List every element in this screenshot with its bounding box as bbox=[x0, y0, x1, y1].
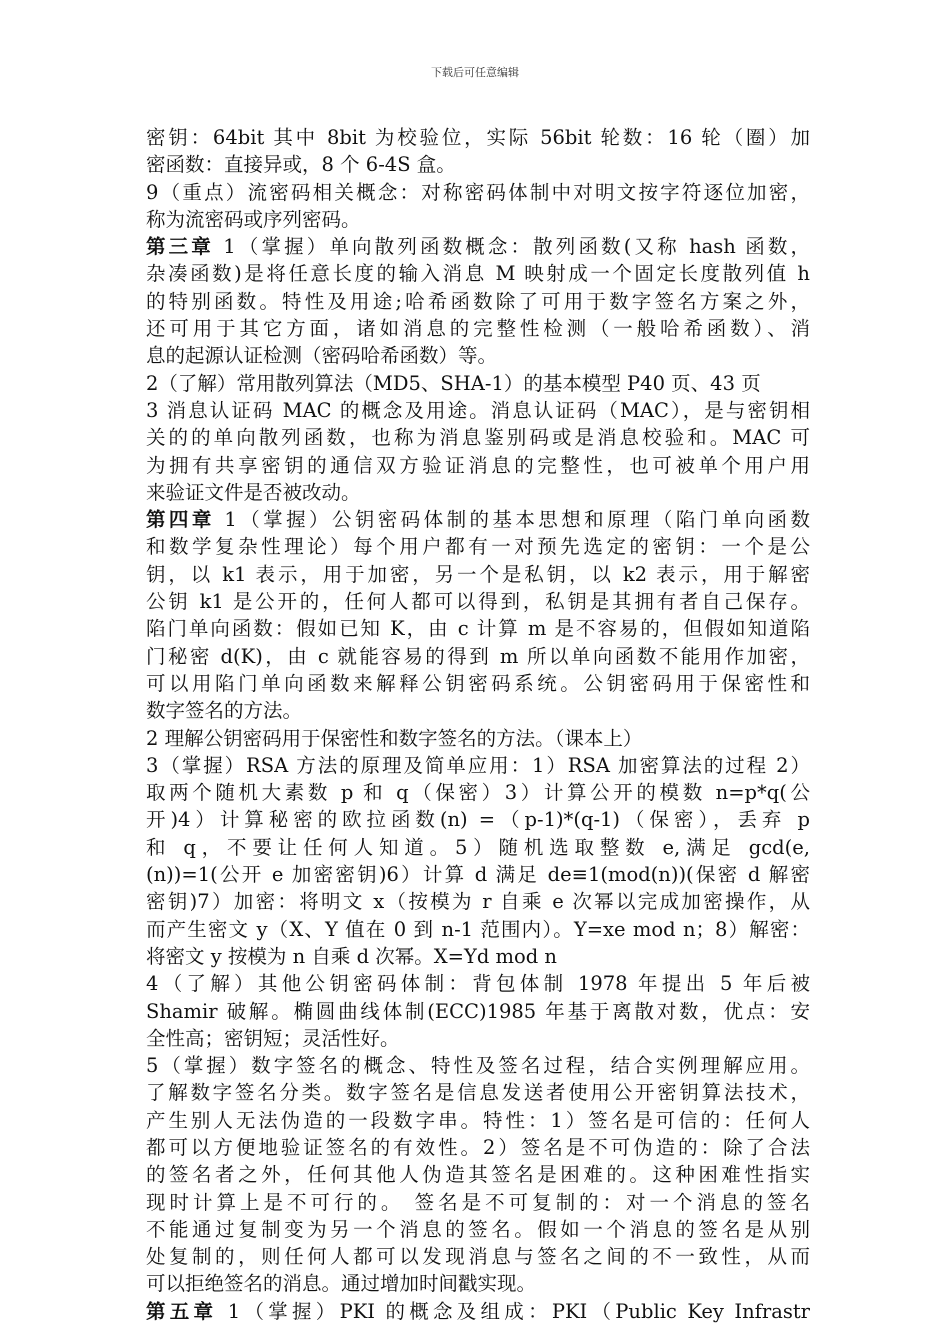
line-text: 密函数：直接异或，8 个 6-4S 盒。 bbox=[146, 153, 456, 177]
text-line bbox=[146, 1107, 810, 1134]
line-text: 门秘密 d(K)，由 c 就能容易的得到 m 所以单向函数不能用作加密， bbox=[146, 644, 810, 668]
text-line bbox=[146, 943, 810, 970]
text-line bbox=[146, 1079, 810, 1106]
line-text: 杂凑函数)是将任意长度的输入消息 M 映射成一个固定长度散列值 h bbox=[146, 262, 810, 286]
line-text: 开)4）计算秘密的欧拉函数(n) =（p-1)*(q-1)（保密），丢弃 p bbox=[146, 808, 810, 832]
text-line bbox=[146, 561, 810, 588]
line-text: 9（重点）流密码相关概念：对称密码体制中对明文按字符逐位加密， bbox=[146, 180, 810, 204]
text-line bbox=[146, 1134, 810, 1161]
text-line bbox=[146, 1025, 810, 1052]
text-line bbox=[146, 1161, 810, 1188]
page-header: 下载后可任意编辑 bbox=[431, 66, 519, 79]
line-text: 5（掌握）数字签名的概念、特性及签名过程，结合实例理解应用。 bbox=[146, 1054, 810, 1078]
line-text: 来验证文件是否被改动。 bbox=[146, 480, 361, 504]
text-line bbox=[146, 725, 810, 752]
line-text: 现时计算上是不可行的。 签名是不可复制的：对一个消息的签名 bbox=[146, 1190, 810, 1214]
line-text: 产生别人无法伪造的一段数字串。特性：1）签名是可信的：任何人 bbox=[146, 1108, 810, 1132]
text-line bbox=[146, 670, 810, 697]
line-text: 可以拒绝签名的消息。通过增加时间戳实现。 bbox=[146, 1272, 537, 1296]
text-line bbox=[146, 588, 810, 615]
text-line bbox=[146, 506, 810, 533]
line-text: 3 消息认证码 MAC 的概念及用途。消息认证码（MAC），是与密钥相 bbox=[146, 398, 810, 422]
text-line bbox=[146, 397, 810, 424]
text-line bbox=[146, 1298, 810, 1325]
text-line bbox=[146, 916, 810, 943]
text-line bbox=[146, 288, 810, 315]
text-line bbox=[146, 151, 810, 178]
line-text: 了解数字签名分类。数字签名是信息发送者使用公开密钥算法技术， bbox=[146, 1081, 810, 1105]
line-text: 钥，以 k1 表示，用于加密，另一个是私钥，以 k2 表示，用于解密 bbox=[146, 562, 810, 586]
text-line bbox=[146, 752, 810, 779]
text-line bbox=[146, 124, 810, 151]
text-line bbox=[146, 206, 810, 233]
text-line bbox=[146, 1189, 810, 1216]
text-line bbox=[146, 615, 810, 642]
line-text: 1（掌握）PKI 的概念及组成：PKI（Public Key Infrastr bbox=[217, 1299, 810, 1323]
line-text: 数字签名的方法。 bbox=[146, 699, 303, 723]
line-text: 密钥：64bit 其中 8bit 为校验位，实际 56bit 轮数：16 轮（圈）加 bbox=[146, 126, 810, 149]
line-text: 2（了解）常用散列算法（MD5、SHA-1）的基本模型 P40 页、43 页 bbox=[146, 371, 761, 395]
line-text: 1（掌握）单向散列函数概念：散列函数(又称 hash 函数， bbox=[213, 235, 810, 259]
text-line bbox=[146, 479, 810, 506]
line-text: 关的的单向散列函数，也称为消息鉴别码或是消息校验和。MAC 可 bbox=[146, 426, 810, 450]
line-text: 和 q，不要让任何人知道。5）随机选取整数 e,满足 gcd(e, bbox=[146, 835, 810, 859]
text-line bbox=[146, 342, 810, 369]
text-line bbox=[146, 260, 810, 287]
line-text: 陷门单向函数：假如已知 K，由 c 计算 m 是不容易的，但假如知道陷 bbox=[146, 617, 810, 641]
line-text: 2 理解公钥密码用于保密性和数字签名的方法。（课本上） bbox=[146, 726, 643, 750]
text-line bbox=[146, 370, 810, 397]
line-text: 而产生密文 y（X、Y 值在 0 到 n-1 范围内）。Y=xe mod n；8）解密： bbox=[146, 917, 810, 941]
text-line bbox=[146, 533, 810, 560]
line-text: 息的起源认证检测（密码哈希函数）等。 bbox=[146, 344, 498, 368]
text-line bbox=[146, 424, 810, 451]
line-text: 称为流密码或序列密码。 bbox=[146, 207, 361, 231]
line-text: 将密文 y 按模为 n 自乘 d 次幂。X=Yd mod n bbox=[146, 944, 557, 968]
line-text: 都可以方便地验证签名的有效性。2）签名是不可伪造的：除了合法 bbox=[146, 1135, 810, 1159]
line-text: (n))=1(公开 e 加密密钥)6）计算 d 满足 de≡1(mod(n))(保密 d 解密 bbox=[146, 863, 810, 887]
text-line bbox=[146, 1216, 810, 1243]
text-line bbox=[146, 998, 810, 1025]
line-text: 处复制的，则任何人都可以发现消息与签名之间的不一致性，从而 bbox=[146, 1245, 810, 1269]
text-line bbox=[146, 1052, 810, 1079]
document-body bbox=[146, 124, 810, 1325]
text-line bbox=[146, 315, 810, 342]
line-text: 取两个随机大素数 p 和 q（保密）3）计算公开的模数 n=p*q(公 bbox=[146, 781, 810, 805]
line-text: 不能通过复制变为另一个消息的签名。假如一个消息的签名是从别 bbox=[146, 1217, 810, 1241]
chapter-heading: 第三章 bbox=[146, 235, 214, 259]
text-line bbox=[146, 452, 810, 479]
line-text: 公钥 k1 是公开的，任何人都可以得到，私钥是其拥有者自己保存。 bbox=[146, 590, 810, 614]
text-line bbox=[146, 888, 810, 915]
text-line bbox=[146, 834, 810, 861]
text-line bbox=[146, 643, 810, 670]
chapter-heading: 第四章 bbox=[146, 508, 215, 532]
text-line bbox=[146, 179, 810, 206]
text-line bbox=[146, 1243, 810, 1270]
line-text: 1（掌握）公钥密码体制的基本思想和原理（陷门单向函数 bbox=[214, 508, 810, 532]
line-text: 为拥有共享密钥的通信双方验证消息的完整性，也可被单个用户用 bbox=[146, 453, 810, 477]
line-text: Shamir 破解。椭圆曲线体制(ECC)1985 年基于离散对数，优点：安 bbox=[146, 999, 810, 1023]
line-text: 3（掌握）RSA 方法的原理及简单应用：1）RSA 加密算法的过程 2） bbox=[146, 753, 810, 777]
line-text: 可以用陷门单向函数来解释公钥密码系统。公钥密码用于保密性和 bbox=[146, 671, 810, 695]
line-text: 全性高；密钥短；灵活性好。 bbox=[146, 1026, 400, 1050]
text-line bbox=[146, 1270, 810, 1297]
text-line bbox=[146, 233, 810, 260]
text-line bbox=[146, 697, 810, 724]
line-text: 4（了解）其他公钥密码体制：背包体制 1978 年提出 5 年后被 bbox=[146, 972, 810, 996]
line-text: 密钥)7）加密：将明文 x（按模为 r 自乘 e 次幂以完成加密操作，从 bbox=[146, 890, 810, 914]
text-line bbox=[146, 779, 810, 806]
chapter-heading: 第五章 bbox=[146, 1299, 218, 1323]
line-text: 的签名者之外，任何其他人伪造其签名是困难的。这种困难性指实 bbox=[146, 1163, 810, 1187]
line-text: 还可用于其它方面，诸如消息的完整性检测（一般哈希函数）、消 bbox=[146, 317, 810, 341]
line-text: 的特别函数。特性及用途;哈希函数除了可用于数字签名方案之外， bbox=[146, 289, 810, 313]
line-text: 和数学复杂性理论）每个用户都有一对预先选定的密钥：一个是公 bbox=[146, 535, 810, 559]
text-line bbox=[146, 970, 810, 997]
text-line bbox=[146, 806, 810, 833]
text-line bbox=[146, 861, 810, 888]
